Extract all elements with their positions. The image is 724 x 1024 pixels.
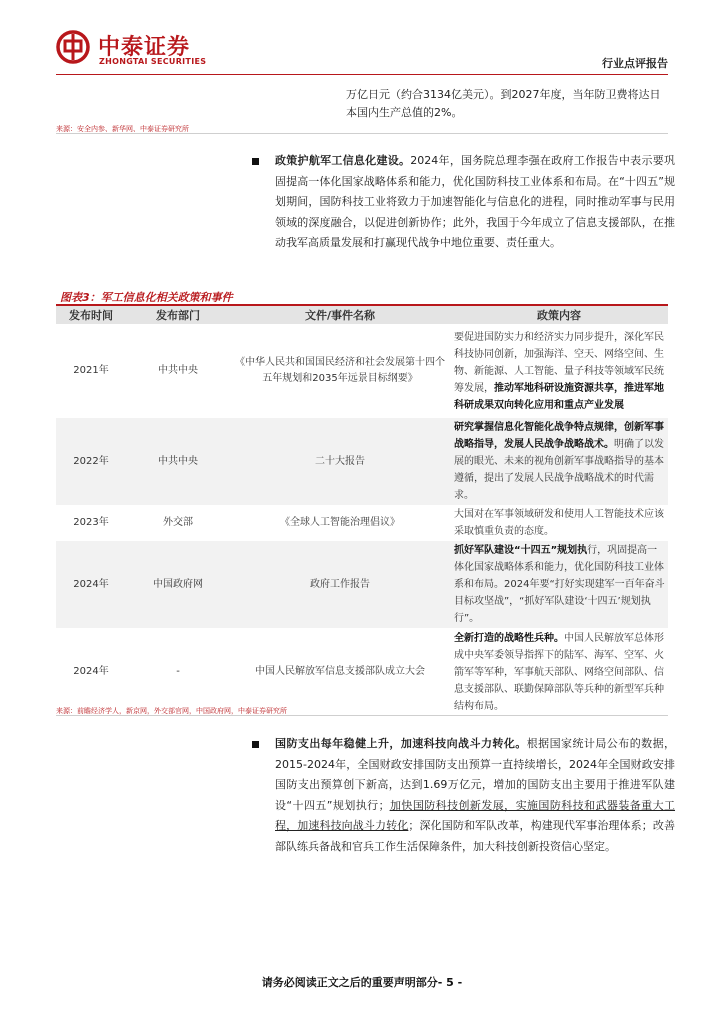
bullet-2-body-b: ；深化国防和军队改革，构建现代军事治理体系；改善部队练兵备战和官兵工作生活保障条件，加大科技创新投资信心坚定。 [275, 819, 676, 853]
source-divider-2 [56, 715, 668, 716]
cell-content [450, 418, 668, 505]
content-bold: 抓好军队建设“十四五”规划执 [454, 545, 588, 556]
cell-content [450, 505, 668, 541]
report-type-label: 行业点评报告 [602, 57, 668, 70]
table-row [56, 418, 668, 505]
bullet-paragraph-2 [275, 734, 675, 857]
logo-text-en: ZHONGTAI SECURITIES [99, 57, 207, 66]
cell-name: 《全球人工智能治理倡议》 [280, 517, 400, 528]
cell-time: 2024年 [73, 666, 109, 677]
cell-dept: 外交部 [163, 517, 193, 528]
cell-dept: 中共中央 [158, 365, 198, 376]
table-row [56, 628, 668, 716]
cell-content [450, 541, 668, 628]
cell-time: 2022年 [56, 418, 126, 505]
table-row [56, 324, 668, 418]
cell-time: 2023年 [73, 517, 109, 528]
column-header-time: 发布时间 [56, 306, 126, 324]
column-header-content: 政策内容 [450, 306, 668, 324]
content-plain: 明确了以发展的眼光、未来的视角创新军事战略指导的基本遵循，提出了发展人民战争战略战术的时代需求。 [454, 439, 664, 501]
bullet-2-underlined: 加快国防科技创新发展，实施国防科技和武器装备重大工程，加速科技向战斗力转化 [275, 798, 676, 832]
cell-name: 政府工作报告 [230, 541, 450, 628]
bullet-1-heading: 政策护航军工信息化建设。 [275, 154, 411, 167]
cell-name: 中国人民解放军信息支援部队成立大会 [255, 666, 425, 677]
cell-content [450, 324, 668, 418]
content-bold: 全新打造的战略性兵种。 [454, 632, 564, 644]
cell-name: 二十大报告 [230, 418, 450, 505]
content-bold: 研究掌握信息化智能化战争特点规律，创新军事战略指导，发展人民战争战略战术。 [454, 422, 664, 450]
table-header-row [56, 306, 668, 324]
bullet-2-body-a: 根据国家统计局公布的数据，2015-2024年，全国财政安排国防支出预算一直持续增长，2024年全国财政安排国防支出预算创下新高，达到1.69万亿元，增加的国防支出主要用于推进军队建设“十四五”规划执行； [275, 737, 676, 812]
content-plain: 要促进国防实力和经济实力同步提升，深化军民科技协同创新，加强海洋、空天、网络空间、生物、新能源、人工智能、量子科技等领域军民统筹发展， [454, 331, 664, 394]
bullet-1-body: 2024年，国务院总理李强在政府工作报告中表示要巩固提高一体化国家战略体系和能力，优化国防科技工业体系和布局。在“十四五”规划期间，国防科技工业将致力于加速智能化与信息化的进程，同时推动军事与民用领域的深度融合，以促进创新协作；此外，我国于今年成立了信息支援部队，在推动我军高质量发展和打赢现代战争中地位重要、责任重大。 [275, 154, 676, 249]
footer-disclaimer: 请务必阅读正文之后的重要声明部分- 5 - [261, 976, 463, 989]
source-divider-1 [56, 133, 668, 134]
cell-name: 《中华人民共和国国民经济和社会发展第十四个五年规划和2035年远景目标纲要》 [235, 357, 445, 384]
content-plain: 行，巩固提高一体化国家战略体系和能力，优化国防科技工业体系和布局。2024年要“打好实现建军一百年奋斗目标攻坚战”，“抓好军队建设‘十四五’规划执行”。 [454, 545, 665, 624]
content-bold: 推动军地科研设施资源共享，推进军地科研成果双向转化应用和重点产业发展 [454, 382, 664, 411]
cell-dept: 中共中央 [126, 418, 230, 505]
content-plain: 中国人民解放军总体形成中央军委领导指挥下的陆军、海军、空军、火箭军等军种，军事航天部队、网络空间部队、信息支援部队、联勤保障部队等兵种的新型军兵种结构布局。 [454, 632, 664, 712]
bullet-square-icon [252, 741, 259, 748]
cell-time: 2021年 [73, 365, 109, 376]
content-plain: 大国对在军事领域研发和使用人工智能技术应该采取慎重负责的态度。 [454, 509, 664, 537]
source-note-1: 来源：安全内参、新华网、中泰证券研究所 [56, 125, 189, 133]
continued-paragraph: 万亿日元（约合3134亿美元）。到2027年度，当年防卫费将达日本国内生产总值的2%。 [346, 88, 661, 119]
column-header-dept: 发布部门 [126, 306, 230, 324]
column-header-name: 文件/事件名称 [230, 306, 450, 324]
bullet-2-heading: 国防支出每年稳健上升，加速科技向战斗力转化。 [275, 737, 527, 750]
figure-title: 图表3：军工信息化相关政策和事件 [60, 291, 233, 304]
logo-text-cn: 中泰证券 [98, 35, 191, 60]
table-row [56, 541, 668, 628]
cell-dept: - [176, 666, 180, 677]
page-header [0, 0, 724, 80]
bullet-square-icon [252, 158, 259, 165]
bullet-paragraph-1 [275, 151, 675, 254]
cell-content [450, 628, 668, 716]
cell-dept: 中国政府网 [126, 541, 230, 628]
cell-time: 2024年 [56, 541, 126, 628]
zhongtai-logo-icon [56, 30, 90, 64]
header-divider [56, 74, 668, 75]
policy-table [56, 306, 668, 716]
table-row [56, 505, 668, 541]
source-note-2: 来源：前瞻经济学人，新京网，外交部官网，中国政府网，中泰证券研究所 [56, 707, 287, 715]
